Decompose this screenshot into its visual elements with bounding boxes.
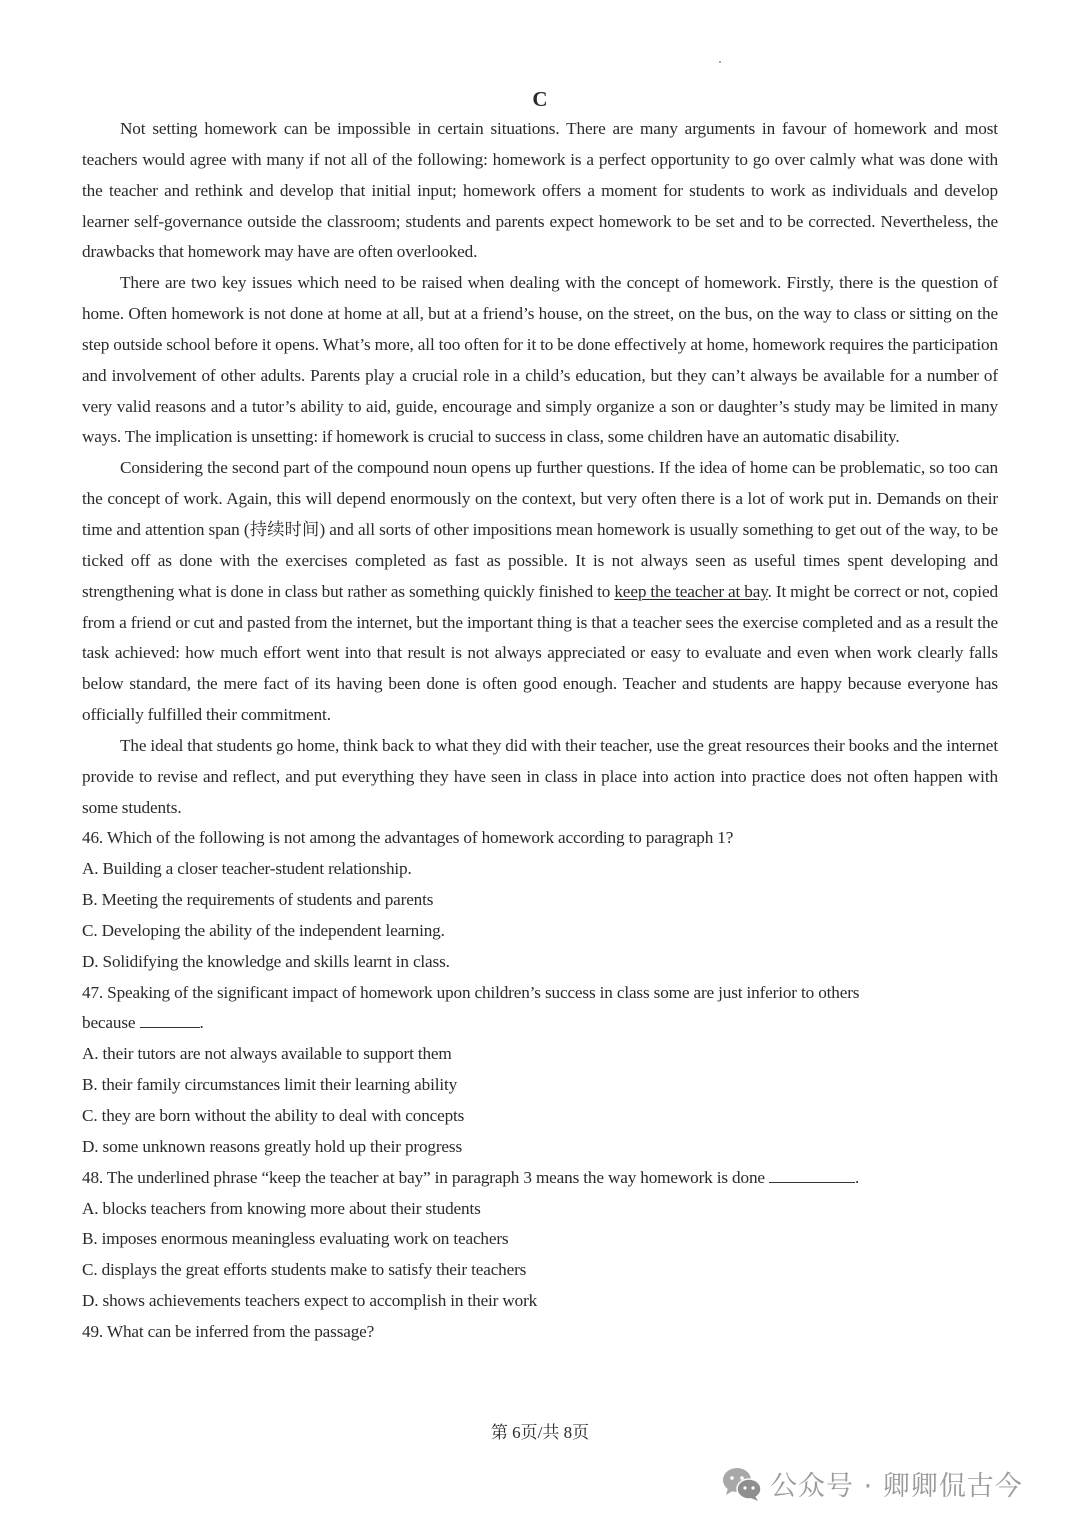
option-a: A. blocks teachers from knowing more about their students <box>82 1198 481 1218</box>
option-b: B. imposes enormous meaningless evaluating work on teachers <box>82 1229 509 1249</box>
answer-blank <box>140 1013 200 1028</box>
option-a: A. Building a closer teacher-student relationship. <box>82 859 412 879</box>
passage-paragraph-4: The ideal that students go home, think back to what they did with their teacher, use the great resources their books and the internet provide to revise and reflect, and put everything they have seen in class in place into action into practice does not often happen with some students. <box>82 735 998 817</box>
question-46 <box>82 823 998 977</box>
option-c: C. Developing the ability of the independent learning. <box>82 920 445 940</box>
scan-artifact <box>719 61 721 63</box>
question-stem-continued: because . <box>82 1013 204 1033</box>
watermark-text: 公众号 · 卿卿侃古今 <box>770 1471 1023 1502</box>
passage-paragraph-3 <box>82 453 998 731</box>
question-stem: 47. Speaking of the significant impact of homework upon children’s success in class some are just inferior to others <box>82 982 860 1002</box>
answer-blank <box>769 1168 855 1183</box>
question-stem: 49. What can be inferred from the passage? <box>82 1321 375 1341</box>
option-d: D. Solidifying the knowledge and skills learnt in class. <box>82 951 450 971</box>
option-d: D. some unknown reasons greatly hold up their progress <box>82 1136 462 1156</box>
section-title: C <box>532 87 548 111</box>
underlined-phrase: keep the teacher at bay <box>614 581 768 601</box>
question-47 <box>82 978 998 1163</box>
option-a: A. their tutors are not always available to support them <box>82 1044 452 1064</box>
option-b: B. their family circumstances limit their learning ability <box>82 1075 458 1095</box>
passage-paragraph-1: Not setting homework can be impossible in certain situations. There are many arguments in favour of homework and most teachers would agree with many if not all of the following: homework is a perfect opportunity to go over calmly what was done with the teacher and rethink and develop that initial input; homework offers a moment for students to work as individuals and develop learner self-governance outside the classroom; students and parents expect homework to be set and to be corrected. Nevertheless, the drawbacks that homework may have are often overlooked. <box>82 119 998 262</box>
passage-paragraph-2: There are two key issues which need to be raised when dealing with the concept of homework. Firstly, there is the question of home. Often homework is not done at home at all, but at a friend’s house, on the street, on the bus, on the way to class or sitting on the step outside school before it opens. What’s more, all too often for it to be done effectively at home, homework requires the participation and involvement of other adults. Parents play a crucial role in a child’s education, but they can’t always be available for a number of very valid reasons and a tutor’s ability to aid, guide, encourage and simply organize a son or daughter’s study may be limited in many ways. The implication is unsetting: if homework is crucial to success in class, some children have an automatic disability. <box>82 273 998 447</box>
question-stem: 48. The underlined phrase “keep the teacher at bay” in paragraph 3 means the way homework is done <box>82 1167 765 1187</box>
question-stem-line: 48. The underlined phrase “keep the teacher at bay” in paragraph 3 means the way homework is done . <box>82 1167 860 1187</box>
question-stem: 46. Which of the following is not among the advantages of homework according to paragraph 1? <box>82 828 734 848</box>
question-48 <box>82 1163 998 1317</box>
question-49 <box>82 1317 998 1348</box>
watermark <box>722 1464 1023 1503</box>
stem-continued-text: because <box>82 1013 136 1033</box>
exam-page <box>82 84 998 1348</box>
option-d: D. shows achievements teachers expect to accomplish in their work <box>82 1291 538 1311</box>
paragraph-3-text-after: . It might be correct or not, copied from a friend or cut and pasted from the internet, but the important thing is that a teacher sees the exercise completed and as a result the task achieved: how much effort went into that result is not always appreciated or easy to evaluate and even when work clearly falls below standard, the mere fact of its having been done is often good enough. Teacher and students are happy because everyone has officially fulfilled their commitment. <box>82 581 998 725</box>
option-c: C. they are born without the ability to deal with concepts <box>82 1106 465 1125</box>
paragraph-3-text-before: Considering the second part of the compound noun opens up further questions. If the idea of home can be problematic, so too can the concept of work. Again, this will depend enormously on the context, but very often there is a lot of work put in. Demands on their time and attention span (持续时间) and all sorts of other impositions mean homework is usually something to get out of the way, to be ticked off as done with the exercises completed as fast as possible. It is not always seen as useful times spent developing and strengthening what is done in class but rather as something quickly finished to <box>82 458 998 601</box>
option-c: C. displays the great efforts students make to satisfy their teachers <box>82 1260 527 1280</box>
wechat-icon <box>722 1466 762 1502</box>
option-b: B. Meeting the requirements of students and parents <box>82 890 434 910</box>
page-number: 第 6页/共 8页 <box>490 1423 590 1442</box>
